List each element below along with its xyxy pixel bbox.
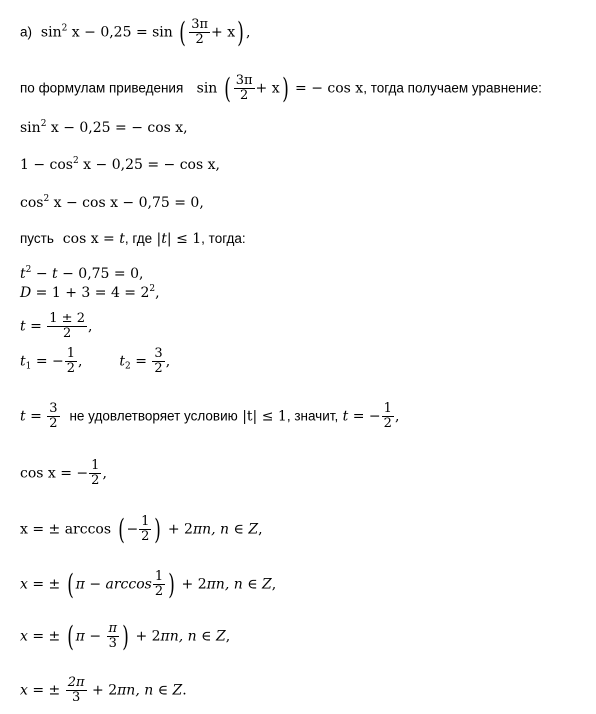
math-var: t bbox=[161, 231, 167, 247]
fraction bbox=[152, 347, 164, 376]
math-text: x − 0,25 = − cos x, bbox=[46, 120, 188, 136]
equation-line-1 bbox=[20, 15, 251, 49]
math-text: = − bbox=[348, 408, 381, 425]
exponent: 2 bbox=[73, 156, 79, 166]
numerator: 1 bbox=[91, 458, 100, 473]
substitution-line bbox=[20, 231, 246, 247]
numerator: 1 ± 2 bbox=[49, 311, 85, 326]
denominator: 2 bbox=[154, 584, 164, 599]
fraction bbox=[107, 622, 120, 651]
text: , тогда получаем уравнение: bbox=[363, 80, 542, 96]
fraction bbox=[234, 74, 255, 103]
math-text: = − bbox=[31, 353, 64, 370]
numerator: 3π bbox=[235, 73, 253, 88]
right-paren: ) bbox=[168, 567, 175, 601]
math-var: t bbox=[342, 408, 349, 425]
fraction bbox=[47, 402, 59, 431]
denominator: 2 bbox=[66, 361, 76, 376]
math-text: , bbox=[155, 285, 160, 301]
math-text: + 2 bbox=[131, 628, 161, 645]
math-text: = ± bbox=[27, 576, 61, 593]
text: , где bbox=[124, 231, 153, 246]
math-var: πn, n bbox=[117, 682, 154, 699]
right-paren: ) bbox=[122, 619, 129, 653]
numerator: 2π bbox=[67, 675, 85, 690]
math-text: = bbox=[130, 353, 152, 370]
math-var: Z bbox=[262, 576, 272, 593]
right-paren: ) bbox=[281, 71, 289, 105]
final-answer-line bbox=[20, 676, 187, 705]
numerator: 1 bbox=[141, 514, 150, 529]
math-text: ∈ bbox=[229, 521, 249, 538]
math-text: + x bbox=[211, 24, 236, 41]
reduction-formula-line bbox=[20, 71, 542, 105]
right-paren: ) bbox=[237, 15, 244, 49]
fraction bbox=[153, 570, 165, 599]
numerator: π bbox=[108, 621, 118, 636]
fraction bbox=[66, 676, 87, 705]
denominator: 2 bbox=[154, 361, 163, 376]
equation-line-3 bbox=[20, 120, 188, 136]
math-text: , bbox=[246, 24, 251, 41]
numerator: 1 bbox=[66, 346, 76, 361]
fraction bbox=[139, 515, 151, 544]
general-solution-line-1 bbox=[20, 512, 263, 546]
fraction bbox=[382, 402, 394, 431]
math-text: ∈ bbox=[242, 576, 263, 593]
item-label: а) bbox=[20, 24, 33, 40]
math-text: sin bbox=[20, 120, 41, 136]
root-check-line bbox=[20, 402, 399, 431]
math-var: Z bbox=[172, 682, 183, 699]
left-paren: ( bbox=[66, 619, 74, 653]
math-text: , bbox=[271, 576, 277, 593]
fraction bbox=[65, 347, 77, 376]
text: по формулам приведения bbox=[20, 80, 184, 96]
math-text: = 1 + 3 = 4 = 2 bbox=[31, 285, 150, 301]
math-var: t bbox=[20, 266, 26, 282]
math-text: , bbox=[225, 628, 231, 645]
math-text: , bbox=[78, 353, 83, 370]
denominator: 2 bbox=[141, 529, 150, 544]
math-text: x − 0,25 = sin bbox=[67, 24, 173, 41]
numerator: 3π bbox=[191, 17, 209, 32]
math-text: ∈ bbox=[153, 682, 173, 699]
fraction bbox=[47, 312, 87, 341]
math-var: πn, n bbox=[160, 628, 197, 645]
numerator: 3 bbox=[154, 346, 163, 361]
denominator: 2 bbox=[195, 32, 204, 47]
discriminant-line bbox=[20, 285, 160, 301]
left-paren: ( bbox=[179, 15, 187, 49]
numerator: 1 bbox=[154, 569, 164, 584]
math-text: + 2 bbox=[87, 682, 118, 699]
math-var: x bbox=[20, 576, 28, 593]
quadratic-line bbox=[20, 266, 143, 282]
exponent: 2 bbox=[43, 194, 50, 204]
numerator: 3 bbox=[49, 401, 58, 416]
math-text: , bbox=[87, 318, 93, 335]
math-var: x bbox=[20, 628, 28, 645]
math-var: t bbox=[119, 231, 125, 247]
math-text: x − cos x − 0,75 = 0, bbox=[49, 195, 204, 211]
math-var: D bbox=[20, 285, 32, 301]
subscript: 2 bbox=[125, 361, 131, 372]
math-text: = − cos x bbox=[290, 80, 364, 97]
subscript: 1 bbox=[25, 361, 32, 372]
math-text: | ≤ 1 bbox=[166, 231, 202, 247]
math-var: t bbox=[52, 266, 58, 282]
math-text: . bbox=[182, 682, 187, 699]
math-text: − bbox=[31, 266, 53, 282]
denominator: 2 bbox=[62, 326, 72, 341]
equation-line-5 bbox=[20, 195, 204, 211]
math-var: π bbox=[75, 628, 85, 645]
exponent: 2 bbox=[25, 265, 32, 275]
denominator: 2 bbox=[49, 416, 58, 431]
denominator: 2 bbox=[239, 88, 249, 103]
fraction bbox=[89, 459, 101, 488]
math-text: , bbox=[258, 521, 263, 538]
roots-formula-line bbox=[20, 312, 92, 341]
math-text: | bbox=[156, 231, 162, 247]
math-var: t bbox=[20, 353, 26, 370]
math-text: − bbox=[126, 521, 139, 538]
math-text: cos bbox=[20, 195, 44, 211]
left-paren: ( bbox=[117, 512, 125, 546]
text: , тогда: bbox=[201, 231, 246, 246]
denominator: 2 bbox=[383, 416, 392, 431]
math-text: , bbox=[394, 408, 400, 425]
text: пусть bbox=[20, 231, 54, 246]
math-text: , bbox=[102, 465, 107, 482]
math-text: − 0,75 = 0, bbox=[57, 266, 144, 282]
math-var: t bbox=[20, 408, 26, 425]
math-var: t bbox=[119, 353, 126, 370]
math-text: sin bbox=[40, 24, 62, 41]
math-text: + x bbox=[255, 80, 280, 97]
math-var: π − arccos bbox=[75, 576, 152, 593]
equation-line-4 bbox=[20, 157, 220, 173]
math-var: πn, n bbox=[192, 521, 230, 538]
math-text: − bbox=[84, 628, 106, 645]
denominator: 2 bbox=[91, 473, 100, 488]
general-solution-line-2 bbox=[20, 567, 277, 601]
math-text: x − 0,25 = − cos x, bbox=[78, 157, 220, 173]
cos-equation-line bbox=[20, 459, 107, 488]
math-var: Z bbox=[248, 521, 259, 538]
left-paren: ( bbox=[66, 567, 74, 601]
math-var: x bbox=[20, 682, 28, 699]
math-var: Z bbox=[215, 628, 226, 645]
right-paren: ) bbox=[154, 512, 162, 546]
math-text: + 2 bbox=[177, 576, 207, 593]
math-text: + 2 bbox=[163, 521, 193, 538]
math-text: |t| ≤ 1 bbox=[242, 408, 287, 425]
math-var: t bbox=[20, 318, 26, 335]
math-text: x = ± arccos bbox=[20, 521, 112, 538]
roots-line bbox=[20, 347, 170, 376]
math-text: , bbox=[165, 353, 171, 370]
left-paren: ( bbox=[223, 71, 231, 105]
math-text: ∈ bbox=[196, 628, 216, 645]
numerator: 1 bbox=[383, 401, 392, 416]
math-text: 1 − cos bbox=[20, 157, 73, 173]
math-var: πn, n bbox=[206, 576, 243, 593]
text: , значит, bbox=[286, 408, 339, 424]
math-text: = bbox=[25, 318, 47, 335]
exponent: 2 bbox=[40, 119, 47, 129]
denominator: 3 bbox=[108, 636, 117, 651]
math-text: = ± bbox=[27, 682, 61, 699]
math-text: cos x = bbox=[62, 231, 120, 247]
math-text: cos x = − bbox=[20, 465, 89, 482]
exponent: 2 bbox=[149, 284, 156, 294]
math-text: = ± bbox=[27, 628, 61, 645]
denominator: 3 bbox=[72, 690, 81, 705]
math-text: = bbox=[25, 408, 47, 425]
math-text: sin bbox=[196, 80, 218, 97]
general-solution-line-3 bbox=[20, 619, 231, 653]
text: не удовлетворяет условию bbox=[69, 408, 238, 424]
exponent: 2 bbox=[61, 23, 68, 34]
fraction bbox=[189, 18, 210, 47]
